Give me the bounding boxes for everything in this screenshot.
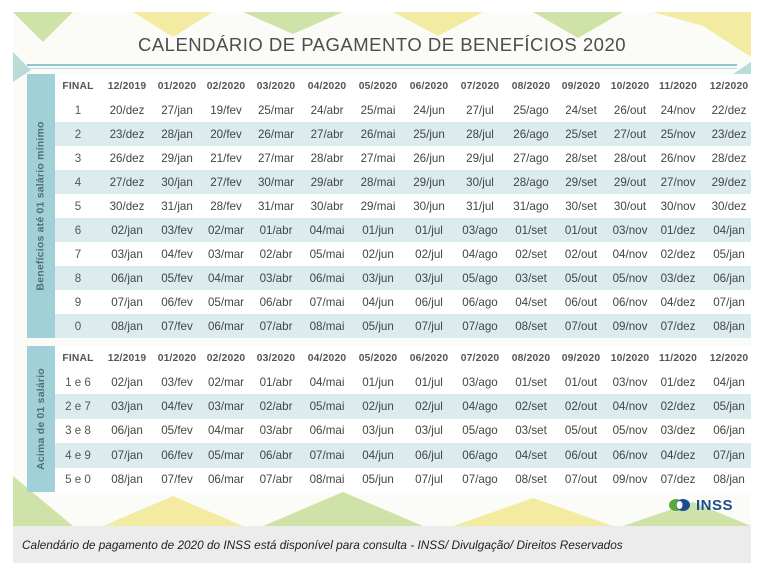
payment-date-cell: 04/dez [660, 448, 696, 462]
payment-date-cell: 26/ago [513, 127, 549, 141]
column-header-final: FINAL [62, 80, 94, 92]
payment-date-cell: 03/mar [207, 247, 245, 261]
payment-date-cell: 06/jan [111, 271, 143, 285]
table-row [55, 218, 751, 242]
payment-date-cell: 08/set [515, 473, 547, 487]
payment-date-cell: 06/fev [161, 448, 193, 462]
payment-date-cell: 04/jan [713, 223, 745, 237]
payment-date-cell: 30/dez [109, 199, 145, 213]
payment-date-cell: 04/jan [713, 375, 745, 389]
payment-date-cell: 07/dez [660, 319, 696, 333]
payment-date-cell: 02/mar [207, 223, 245, 237]
payment-date-cell: 05/jan [713, 400, 745, 414]
payment-date-cell: 03/jun [362, 424, 394, 438]
column-header-month: 09/2020 [561, 80, 601, 92]
payment-date-cell: 06/nov [612, 295, 648, 309]
payment-date-cell: 06/abr [259, 295, 293, 309]
payment-date-cell: 06/mai [309, 424, 345, 438]
payment-date-cell: 19/fev [210, 103, 242, 117]
final-digit-cell: 1 [74, 103, 82, 117]
payment-date-cell: 05/jun [362, 319, 394, 333]
calendar-graphic [13, 12, 751, 526]
payment-date-cell: 08/mai [309, 473, 345, 487]
column-header-month: 08/2020 [511, 352, 551, 364]
image-caption [13, 526, 751, 563]
column-header-month: 05/2020 [358, 80, 398, 92]
payment-date-cell: 21/fev [210, 151, 242, 165]
payment-date-cell: 08/mai [309, 319, 345, 333]
payment-date-cell: 03/fev [161, 375, 193, 389]
payment-date-cell: 04/ago [462, 247, 498, 261]
payment-date-cell: 08/set [515, 319, 547, 333]
payment-date-cell: 26/nov [660, 151, 696, 165]
payment-date-cell: 04/ago [462, 400, 498, 414]
payment-date-cell: 25/nov [660, 127, 696, 141]
payment-date-cell: 02/abr [259, 247, 293, 261]
payment-date-cell: 30/jan [161, 175, 193, 189]
table-row [55, 170, 751, 194]
payment-date-cell: 29/out [613, 175, 647, 189]
payment-date-cell: 22/dez [711, 103, 747, 117]
payment-date-cell: 07/abr [259, 473, 293, 487]
payment-date-cell: 07/abr [259, 319, 293, 333]
payment-date-cell: 29/abr [310, 175, 344, 189]
payment-date-cell: 04/jun [362, 448, 394, 462]
column-header-month: 04/2020 [307, 352, 347, 364]
payment-date-cell: 28/abr [310, 151, 344, 165]
payment-date-cell: 28/dez [711, 151, 747, 165]
payment-date-cell: 08/jan [713, 319, 745, 333]
payment-date-cell: 02/dez [660, 247, 696, 261]
title-divider-thin [27, 68, 737, 69]
payment-date-cell: 06/jul [415, 295, 443, 309]
payment-date-cell: 28/jan [161, 127, 193, 141]
payment-date-cell: 03/set [515, 424, 547, 438]
payment-date-cell: 04/jun [362, 295, 394, 309]
payment-date-cell: 03/jul [415, 424, 443, 438]
payment-date-cell: 03/jan [111, 247, 143, 261]
payment-date-cell: 25/jun [413, 127, 445, 141]
payment-date-cell: 05/nov [612, 271, 648, 285]
payment-date-cell: 02/jun [362, 247, 394, 261]
payment-date-cell: 03/set [515, 271, 547, 285]
payment-date-cell: 01/abr [259, 223, 293, 237]
column-header-month: 12/2019 [107, 352, 147, 364]
payment-date-cell: 06/mar [207, 319, 245, 333]
column-header-month: 09/2020 [561, 352, 601, 364]
payment-date-cell: 06/abr [259, 448, 293, 462]
payment-table-above-minimum-wage [55, 346, 751, 492]
section-label-bar [27, 346, 55, 492]
column-header-final: FINAL [62, 352, 94, 364]
payment-table-minimum-wage [55, 74, 751, 338]
payment-date-cell: 04/fev [161, 400, 193, 414]
payment-date-cell: 28/jul [466, 127, 494, 141]
payment-date-cell: 02/jan [111, 223, 143, 237]
final-digit-cell: 4 [74, 175, 82, 189]
payment-date-cell: 30/mar [257, 175, 295, 189]
payment-date-cell: 06/jan [713, 271, 745, 285]
payment-date-cell: 02/set [515, 247, 547, 261]
table-row [55, 194, 751, 218]
payment-date-cell: 30/out [613, 199, 647, 213]
table-header-row [55, 74, 751, 98]
payment-date-cell: 05/mai [309, 400, 345, 414]
table-row [55, 266, 751, 290]
payment-date-cell: 06/jan [111, 424, 143, 438]
payment-date-cell: 01/abr [259, 375, 293, 389]
payment-date-cell: 07/out [564, 319, 598, 333]
payment-date-cell: 05/mar [207, 295, 245, 309]
column-header-month: 11/2020 [658, 80, 698, 92]
table-row [55, 290, 751, 314]
payment-date-cell: 03/abr [259, 271, 293, 285]
payment-date-cell: 28/mai [360, 175, 396, 189]
payment-date-cell: 02/jan [111, 375, 143, 389]
payment-date-cell: 01/dez [660, 375, 696, 389]
payment-date-cell: 04/nov [612, 247, 648, 261]
final-digit-cell: 1 e 6 [65, 375, 91, 389]
payment-date-cell: 06/nov [612, 448, 648, 462]
payment-date-cell: 30/set [565, 199, 597, 213]
payment-date-cell: 07/jan [713, 295, 745, 309]
table-row [55, 370, 751, 394]
payment-date-cell: 29/set [565, 175, 597, 189]
payment-date-cell: 26/mai [360, 127, 396, 141]
column-header-month: 01/2020 [157, 80, 197, 92]
column-header-month: 05/2020 [358, 352, 398, 364]
payment-date-cell: 07/out [564, 473, 598, 487]
logo-text: INSS [695, 496, 733, 514]
payment-date-cell: 04/nov [612, 400, 648, 414]
payment-date-cell: 05/nov [612, 424, 648, 438]
final-digit-cell: 5 e 0 [65, 473, 91, 487]
table-header-row [55, 346, 751, 370]
payment-date-cell: 05/out [564, 424, 598, 438]
payment-date-cell: 05/jun [362, 473, 394, 487]
payment-date-cell: 27/mai [360, 151, 396, 165]
payment-date-cell: 05/fev [161, 271, 193, 285]
payment-date-cell: 05/fev [161, 424, 193, 438]
payment-date-cell: 28/set [565, 151, 597, 165]
payment-date-cell: 07/jan [713, 448, 745, 462]
table-row [55, 394, 751, 418]
payment-date-cell: 08/jan [713, 473, 745, 487]
column-header-month: 06/2020 [409, 352, 449, 364]
table-row [55, 443, 751, 467]
payment-date-cell: 02/jul [415, 247, 443, 261]
payment-date-cell: 02/set [515, 400, 547, 414]
column-header-month: 11/2020 [658, 352, 698, 364]
payment-date-cell: 31/mar [257, 199, 295, 213]
column-header-month: 07/2020 [460, 80, 500, 92]
payment-date-cell: 28/fev [210, 199, 242, 213]
payment-date-cell: 07/jan [111, 448, 143, 462]
payment-date-cell: 05/mar [207, 448, 245, 462]
payment-date-cell: 05/jan [713, 247, 745, 261]
payment-date-cell: 08/jan [111, 319, 143, 333]
caption-text: Calendário de pagamento de 2020 do INSS está disponível para consulta - INSS/ Divulgação/ Direitos Reservados [22, 537, 623, 552]
column-header-month: 02/2020 [206, 80, 246, 92]
inss-logo [668, 496, 733, 514]
payment-date-cell: 01/set [515, 375, 547, 389]
payment-date-cell: 31/ago [513, 199, 549, 213]
payment-date-cell: 30/jun [413, 199, 445, 213]
section-label-bar [27, 74, 55, 338]
payment-date-cell: 03/ago [462, 223, 498, 237]
title-divider [27, 64, 737, 66]
payment-date-cell: 03/fev [161, 223, 193, 237]
column-header-month: 03/2020 [256, 352, 296, 364]
payment-date-cell: 28/out [613, 151, 647, 165]
payment-date-cell: 02/dez [660, 400, 696, 414]
payment-date-cell: 03/dez [660, 424, 696, 438]
payment-date-cell: 02/mar [207, 375, 245, 389]
table-row [55, 314, 751, 338]
payment-date-cell: 02/out [564, 400, 598, 414]
payment-date-cell: 28/ago [513, 175, 549, 189]
payment-date-cell: 03/abr [259, 424, 293, 438]
final-digit-cell: 0 [74, 319, 82, 333]
payment-date-cell: 07/dez [660, 473, 696, 487]
payment-date-cell: 06/jul [415, 448, 443, 462]
section-label: Benefícios até 01 salário mínimo [35, 121, 47, 291]
payment-date-cell: 30/dez [711, 199, 747, 213]
payment-date-cell: 01/jun [362, 375, 394, 389]
payment-date-cell: 23/dez [711, 127, 747, 141]
payment-date-cell: 26/dez [109, 151, 145, 165]
payment-date-cell: 03/jul [415, 271, 443, 285]
final-digit-cell: 4 e 9 [65, 448, 91, 462]
payment-date-cell: 03/jun [362, 271, 394, 285]
payment-date-cell: 02/jul [415, 400, 443, 414]
payment-date-cell: 01/jul [415, 375, 443, 389]
payment-date-cell: 29/jan [161, 151, 193, 165]
payment-date-cell: 04/dez [660, 295, 696, 309]
final-digit-cell: 9 [74, 295, 82, 309]
payment-date-cell: 03/mar [207, 400, 245, 414]
column-header-month: 12/2019 [107, 80, 147, 92]
table-row [55, 419, 751, 443]
column-header-month: 04/2020 [307, 80, 347, 92]
column-header-month: 06/2020 [409, 80, 449, 92]
payment-date-cell: 27/abr [310, 127, 344, 141]
payment-date-cell: 24/set [565, 103, 597, 117]
payment-date-cell: 07/mai [309, 448, 345, 462]
payment-date-cell: 03/ago [462, 375, 498, 389]
payment-date-cell: 27/ago [513, 151, 549, 165]
payment-date-cell: 04/mar [207, 424, 245, 438]
payment-date-cell: 26/jun [413, 151, 445, 165]
payment-date-cell: 31/jan [161, 199, 193, 213]
payment-date-cell: 03/dez [660, 271, 696, 285]
payment-date-cell: 26/mar [257, 127, 295, 141]
column-header-month: 08/2020 [511, 80, 551, 92]
payment-date-cell: 06/fev [161, 295, 193, 309]
payment-date-cell: 06/ago [462, 448, 498, 462]
payment-date-cell: 27/jan [161, 103, 193, 117]
payment-date-cell: 24/nov [660, 103, 696, 117]
payment-date-cell: 29/dez [711, 175, 747, 189]
payment-date-cell: 27/dez [109, 175, 145, 189]
payment-date-cell: 24/abr [310, 103, 344, 117]
payment-date-cell: 02/abr [259, 400, 293, 414]
payment-date-cell: 25/ago [513, 103, 549, 117]
final-digit-cell: 3 e 8 [65, 424, 91, 438]
payment-date-cell: 01/dez [660, 223, 696, 237]
payment-date-cell: 07/ago [462, 319, 498, 333]
calendar-title: CALENDÁRIO DE PAGAMENTO DE BENEFÍCIOS 2020 [137, 34, 627, 55]
payment-date-cell: 24/jun [413, 103, 445, 117]
final-digit-cell: 7 [74, 247, 82, 261]
table-row [55, 122, 751, 146]
payment-date-cell: 09/nov [612, 319, 648, 333]
payment-date-cell: 04/mai [309, 223, 345, 237]
payment-date-cell: 07/mai [309, 295, 345, 309]
column-header-month: 03/2020 [256, 80, 296, 92]
final-digit-cell: 6 [74, 223, 82, 237]
payment-date-cell: 26/out [613, 103, 647, 117]
section-above-minimum-wage [27, 346, 749, 492]
payment-date-cell: 01/set [515, 223, 547, 237]
final-digit-cell: 2 [74, 127, 82, 141]
table-row [55, 146, 751, 170]
final-digit-cell: 3 [74, 151, 82, 165]
table-row [55, 468, 751, 492]
payment-date-cell: 05/ago [462, 424, 498, 438]
column-header-month: 12/2020 [709, 80, 749, 92]
payment-date-cell: 02/out [564, 247, 598, 261]
payment-date-cell: 27/out [613, 127, 647, 141]
payment-date-cell: 06/out [564, 448, 598, 462]
payment-date-cell: 27/jul [466, 103, 494, 117]
table-row [55, 98, 751, 122]
payment-date-cell: 30/abr [310, 199, 344, 213]
payment-date-cell: 20/fev [210, 127, 242, 141]
payment-date-cell: 07/fev [161, 319, 193, 333]
payment-date-cell: 25/set [565, 127, 597, 141]
payment-date-cell: 29/jun [413, 175, 445, 189]
payment-date-cell: 03/jan [111, 400, 143, 414]
payment-date-cell: 04/fev [161, 247, 193, 261]
final-digit-cell: 8 [74, 271, 82, 285]
payment-date-cell: 27/mar [257, 151, 295, 165]
payment-date-cell: 08/jan [111, 473, 143, 487]
column-header-month: 07/2020 [460, 352, 500, 364]
payment-date-cell: 06/jan [713, 424, 745, 438]
payment-date-cell: 03/nov [612, 375, 648, 389]
payment-date-cell: 01/jul [415, 223, 443, 237]
payment-date-cell: 30/jul [466, 175, 494, 189]
final-digit-cell: 2 e 7 [65, 400, 91, 414]
payment-date-cell: 30/nov [660, 199, 696, 213]
payment-date-cell: 06/ago [462, 295, 498, 309]
payment-date-cell: 27/fev [210, 175, 242, 189]
payment-date-cell: 07/fev [161, 473, 193, 487]
payment-date-cell: 04/set [515, 448, 547, 462]
payment-date-cell: 23/dez [109, 127, 145, 141]
payment-date-cell: 20/dez [109, 103, 145, 117]
payment-date-cell: 25/mai [360, 103, 396, 117]
payment-date-cell: 29/jul [466, 151, 494, 165]
payment-date-cell: 02/jun [362, 400, 394, 414]
payment-date-cell: 27/nov [660, 175, 696, 189]
column-header-month: 10/2020 [610, 80, 650, 92]
payment-date-cell: 29/mai [360, 199, 396, 213]
payment-date-cell: 06/out [564, 295, 598, 309]
payment-date-cell: 04/mar [207, 271, 245, 285]
column-header-month: 02/2020 [206, 352, 246, 364]
payment-date-cell: 01/out [564, 375, 598, 389]
payment-date-cell: 01/jun [362, 223, 394, 237]
payment-date-cell: 07/ago [462, 473, 498, 487]
table-row [55, 242, 751, 266]
inss-logo-icon [668, 496, 692, 514]
payment-date-cell: 31/jul [466, 199, 494, 213]
payment-date-cell: 05/out [564, 271, 598, 285]
column-header-month: 10/2020 [610, 352, 650, 364]
payment-date-cell: 05/ago [462, 271, 498, 285]
section-minimum-wage [27, 74, 749, 338]
payment-date-cell: 07/jul [415, 319, 443, 333]
payment-date-cell: 07/jul [415, 473, 443, 487]
final-digit-cell: 5 [74, 199, 82, 213]
section-label: Acima de 01 salário [35, 368, 48, 470]
payment-date-cell: 05/mai [309, 247, 345, 261]
column-header-month: 12/2020 [709, 352, 749, 364]
payment-date-cell: 04/mai [309, 375, 345, 389]
payment-date-cell: 04/set [515, 295, 547, 309]
column-header-month: 01/2020 [157, 352, 197, 364]
payment-date-cell: 07/jan [111, 295, 143, 309]
payment-date-cell: 06/mai [309, 271, 345, 285]
payment-date-cell: 25/mar [257, 103, 295, 117]
payment-date-cell: 01/out [564, 223, 598, 237]
payment-date-cell: 09/nov [612, 473, 648, 487]
payment-date-cell: 06/mar [207, 473, 245, 487]
payment-date-cell: 03/nov [612, 223, 648, 237]
